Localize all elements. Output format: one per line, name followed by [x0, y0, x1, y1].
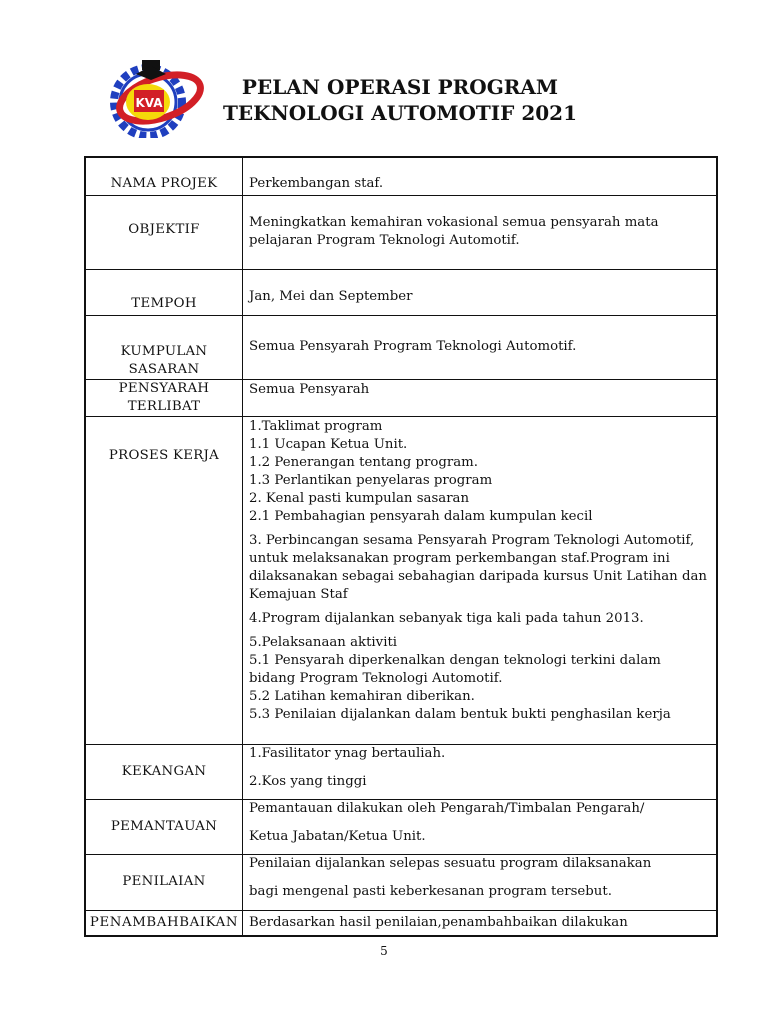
label-kumpulan: KUMPULAN [120, 343, 208, 359]
value-kumpulan-sasaran: Semua Pensyarah Program Teknologi Automotif. [243, 315, 718, 379]
row-proses-kerja [85, 416, 717, 744]
label-kumpulan-sasaran [85, 315, 243, 379]
kva-logo [98, 56, 210, 138]
label-penambahbaikan: PENAMBAHBAIKAN [85, 910, 243, 936]
value-kekangan [243, 744, 718, 799]
proses-line-5: 5.Pelaksanaan aktiviti [249, 634, 398, 650]
title-line-1: PELAN OPERASI PROGRAM [241, 75, 559, 99]
value-nama-projek: Perkembangan staf. [243, 157, 718, 195]
label-sasaran: SASARAN [128, 361, 200, 377]
value-tempoh: Jan, Mei dan September [243, 269, 718, 315]
proses-line-5-3: 5.3 Penilaian dijalankan dalam bentuk bukti penghasilan kerja [249, 706, 671, 722]
value-objektif: Meningkatkan kemahiran vokasional semua pensyarah mata pelajaran Program Teknologi Automotif. [243, 195, 718, 269]
proses-line-4: 4.Program dijalankan sebanyak tiga kali pada tahun 2013. [249, 610, 644, 626]
row-pemantauan [85, 799, 717, 854]
label-pensyarah-terlibat [85, 379, 243, 416]
row-tempoh [85, 269, 717, 315]
kekangan-line-2: 2.Kos yang tinggi [249, 773, 367, 789]
row-penilaian [85, 854, 717, 910]
pemantauan-line-2: Ketua Jabatan/Ketua Unit. [249, 828, 426, 844]
value-pensyarah-terlibat: Semua Pensyarah [243, 379, 718, 416]
row-objektif [85, 195, 717, 269]
label-nama-projek: NAMA PROJEK [85, 157, 243, 195]
proses-line-1-2: 1.2 Penerangan tentang program. [249, 454, 478, 470]
row-penambahbaikan [85, 910, 717, 936]
label-tempoh: TEMPOH [85, 269, 243, 315]
label-objektif: OBJEKTIF [85, 195, 243, 269]
row-kekangan [85, 744, 717, 799]
label-proses-kerja: PROSES KERJA [85, 416, 243, 744]
label-penilaian: PENILAIAN [85, 854, 243, 910]
kekangan-line-1: 1.Fasilitator ynag bertauliah. [249, 745, 446, 761]
value-penambahbaikan: Berdasarkan hasil penilaian,penambahbaikan dilakukan [243, 910, 718, 936]
proses-line-5-1: 5.1 Pensyarah diperkenalkan dengan teknologi terkini dalam bidang Program Teknologi Automotif. [249, 652, 661, 686]
penilaian-line-2: bagi mengenal pasti keberkesanan program tersebut. [249, 883, 612, 899]
proses-line-2-1: 2.1 Pembahagian pensyarah dalam kumpulan kecil [249, 508, 593, 524]
value-pemantauan [243, 799, 718, 854]
label-pemantauan: PEMANTAUAN [85, 799, 243, 854]
penilaian-line-1: Penilaian dijalankan selepas sesuatu program dilaksanakan [249, 855, 652, 871]
row-pensyarah-terlibat [85, 379, 717, 416]
proses-line-5-2: 5.2 Latihan kemahiran diberikan. [249, 688, 475, 704]
document-title [200, 74, 600, 126]
proses-line-2: 2. Kenal pasti kumpulan sasaran [249, 490, 470, 506]
label-pensyarah: PENSYARAH [118, 380, 210, 396]
row-kumpulan-sasaran [85, 315, 717, 379]
pemantauan-line-1: Pemantauan dilakukan oleh Pengarah/Timbalan Pengarah/ [249, 800, 645, 816]
row-nama-projek [85, 157, 717, 195]
value-proses-kerja [243, 416, 718, 744]
value-penilaian [243, 854, 718, 910]
title-line-2: TEKNOLOGI AUTOMOTIF 2021 [223, 101, 577, 125]
program-plan-table [84, 156, 718, 937]
proses-line-3: 3. Perbincangan sesama Pensyarah Program Teknologi Automotif, untuk melaksanakan program perkembangan staf.Program ini dilaksanakan sebagai sebahagian daripada kursus Unit Latihan dan Kemajuan Staf [249, 532, 707, 602]
proses-line-1: 1.Taklimat program [249, 418, 383, 434]
proses-line-1-3: 1.3 Perlantikan penyelaras program [249, 472, 493, 488]
label-terlibat: TERLIBAT [127, 398, 201, 414]
label-kekangan: KEKANGAN [85, 744, 243, 799]
page-number: 5 [380, 944, 388, 958]
proses-line-1-1: 1.1 Ucapan Ketua Unit. [249, 436, 408, 452]
logo-text: KVA [135, 96, 163, 110]
